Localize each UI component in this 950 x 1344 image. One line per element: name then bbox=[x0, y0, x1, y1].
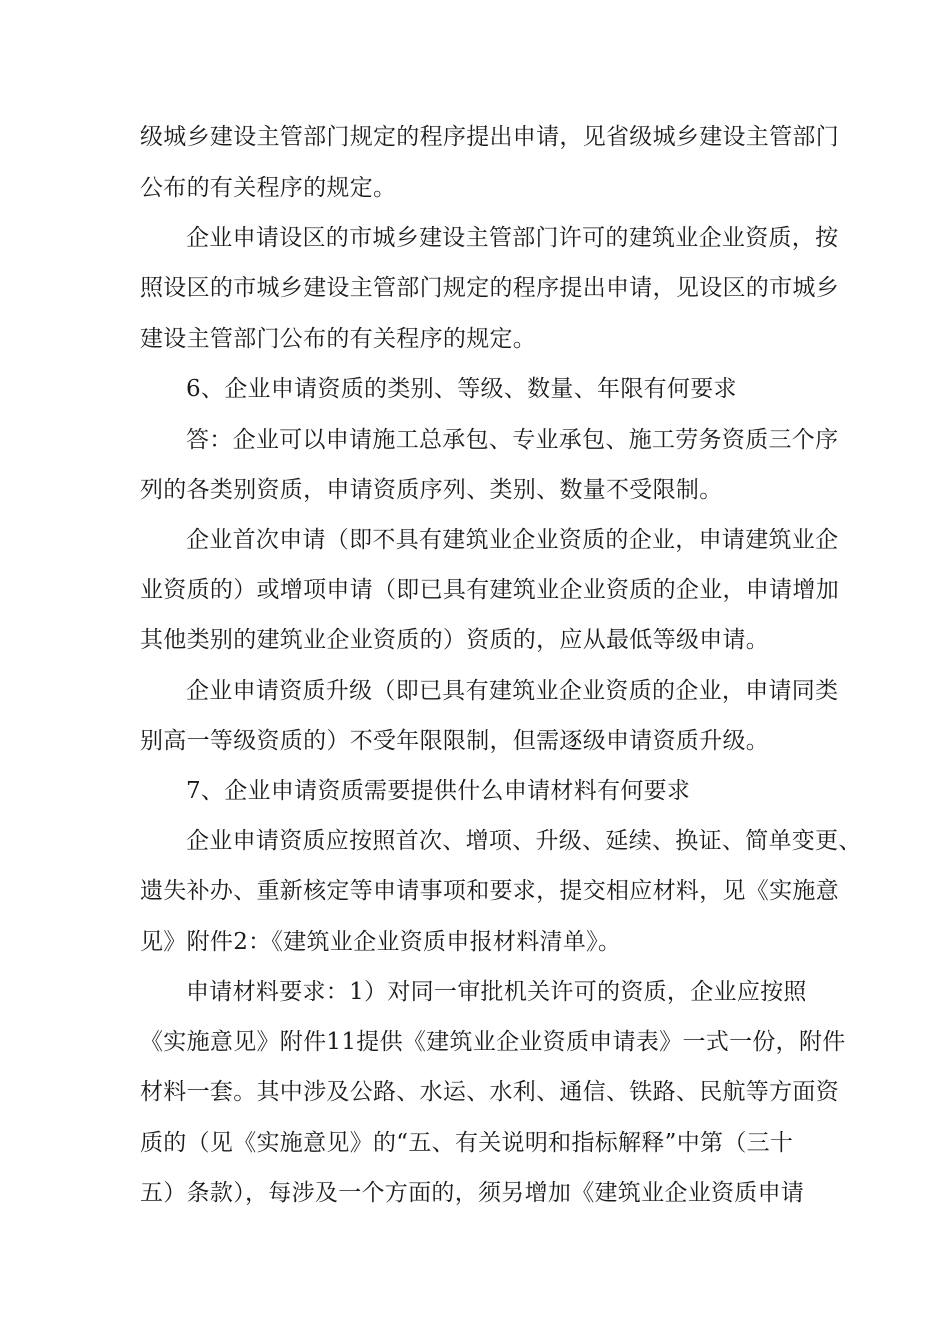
text-line: 业资质的）或增项申请（即已具有建筑业企业资质的企业，申请增加 bbox=[140, 577, 839, 603]
text-line: 其他类别的建筑业企业资质的）资质的，应从最低等级申请。 bbox=[140, 627, 770, 653]
text-line: 质的（见《实施意见》的“五、有关说明和指标解释”中第（三十 bbox=[140, 1130, 794, 1156]
text-line: 《实施意见》附件11提供《建筑业企业资质申请表》一式一份，附件 bbox=[140, 1029, 846, 1055]
text-line: 别高一等级资质的）不受年限限制，但需逐级申请资质升级。 bbox=[140, 728, 770, 754]
text-line: 建设主管部门公布的有关程序的规定。 bbox=[140, 326, 537, 352]
text-line: 五）条款），每涉及一个方面的，须另增加《建筑业企业资质申请 bbox=[140, 1180, 805, 1206]
section-heading: 6、企业申请资质的类别、等级、数量、年限有何要求 bbox=[186, 376, 737, 402]
text-line: 见》附件2：《建筑业企业资质申报材料清单》。 bbox=[140, 929, 622, 955]
paragraph-start-line: 企业首次申请（即不具有建筑业企业资质的企业，申请建筑业企 bbox=[186, 527, 839, 553]
paragraph-start-line: 申请材料要求：1）对同一审批机关许可的资质，企业应按照 bbox=[186, 979, 807, 1005]
text-line: 级城乡建设主管部门规定的程序提出申请，见省级城乡建设主管部门 bbox=[140, 124, 839, 150]
text-line: 照设区的市城乡建设主管部门规定的程序提出申请，见设区的市城乡 bbox=[140, 275, 839, 301]
paragraph-start-line: 答：企业可以申请施工总承包、专业承包、施工劳务资质三个序 bbox=[186, 427, 839, 453]
paragraph-start-line: 企业申请资质升级（即已具有建筑业企业资质的企业，申请同类 bbox=[186, 678, 839, 704]
section-heading: 7、企业申请资质需要提供什么申请材料有何要求 bbox=[186, 778, 691, 804]
paragraph-start-line: 企业申请资质应按照首次、增项、升级、延续、换证、简单变更、 bbox=[186, 828, 862, 854]
text-line: 公布的有关程序的规定。 bbox=[140, 175, 397, 201]
text-line: 材料一套。其中涉及公路、水运、水利、通信、铁路、民航等方面资 bbox=[140, 1079, 839, 1105]
text-line: 列的各类别资质，申请资质序列、类别、数量不受限制。 bbox=[140, 477, 723, 503]
text-line: 遗失补办、重新核定等申请事项和要求，提交相应材料，见《实施意 bbox=[140, 878, 839, 904]
paragraph-start-line: 企业申请设区的市城乡建设主管部门许可的建筑业企业资质，按 bbox=[186, 225, 839, 251]
